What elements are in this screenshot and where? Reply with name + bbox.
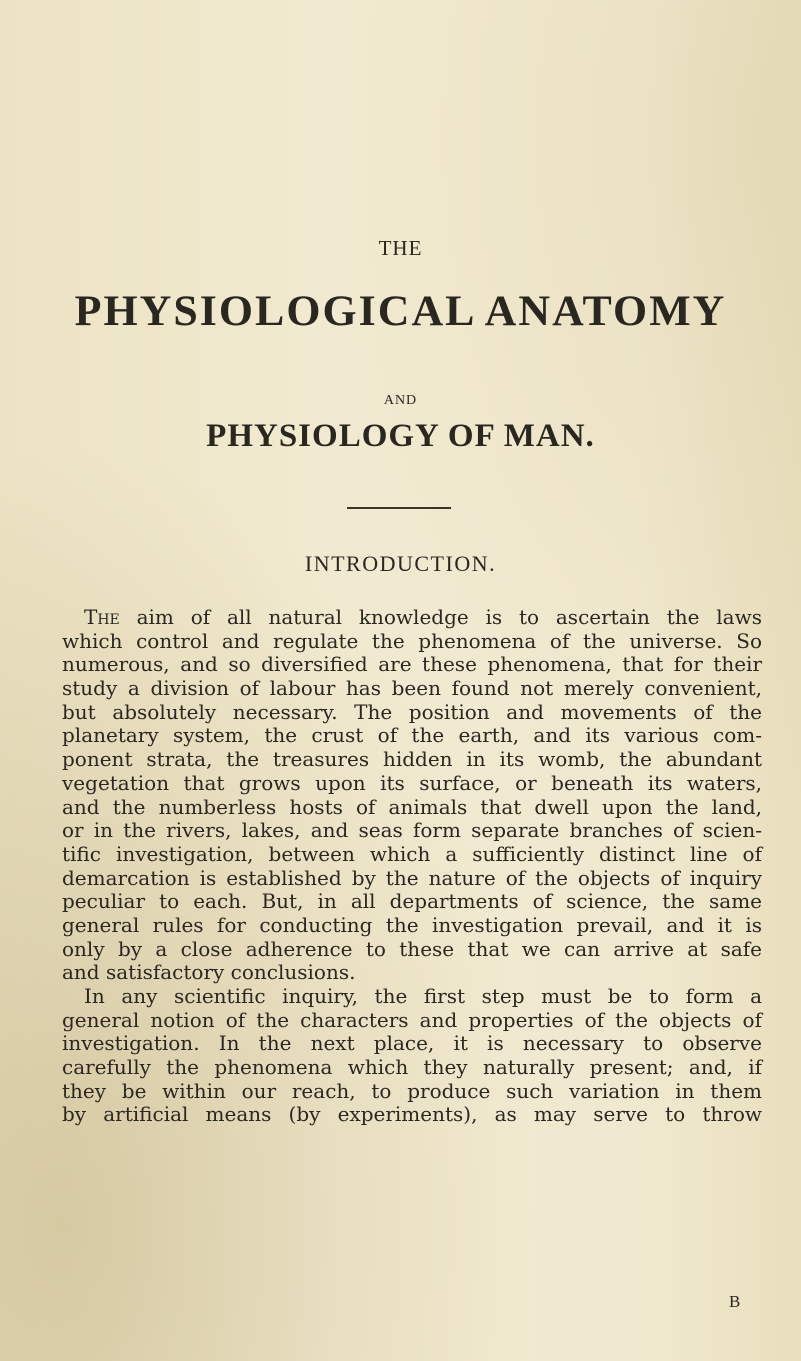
text-line: numerous, and so diversified are these phenomena, that for their xyxy=(62,652,762,677)
title-divider xyxy=(347,507,451,509)
text-line: or in the rivers, lakes, and seas form separate branches of scien- xyxy=(62,818,762,843)
text-line: study a division of labour has been found not merely convenient, xyxy=(62,676,762,701)
text-line: peculiar to each. But, in all departments of science, the same xyxy=(62,889,762,914)
text-line: tific investigation, between which a sufficiently distinct line of xyxy=(62,841,762,866)
section-heading: INTRODUCTION. xyxy=(304,551,497,576)
text-line: general notion of the characters and properties of the objects of xyxy=(62,1007,762,1032)
body-text xyxy=(62,606,762,1127)
text-line: and the numberless hosts of animals that dwell upon the land, xyxy=(62,794,762,819)
text-line: and satisfactory conclusions. xyxy=(62,960,356,985)
text-line: The aim of all natural knowledge is to ascertain the laws xyxy=(84,605,762,629)
text-line: investigation. In the next place, it is necessary to observe xyxy=(62,1031,762,1056)
text-line: vegetation that grows upon its surface, or beneath its waters, xyxy=(62,770,762,795)
text-line: carefully the phenomena which they naturally present; and, if xyxy=(62,1055,762,1080)
book-title: PHYSIOLOGICAL ANATOMY xyxy=(74,288,727,335)
text-line: planetary system, the crust of the earth, and its various com- xyxy=(62,723,762,748)
heading-and: AND xyxy=(383,393,418,408)
signature-mark: B xyxy=(729,1292,741,1311)
book-subtitle: PHYSIOLOGY OF MAN. xyxy=(206,418,595,454)
drop-word: The xyxy=(84,605,120,629)
text-line: which control and regulate the phenomena of the universe. So xyxy=(62,628,762,653)
text-line: by artificial means (by experiments), as may serve to throw xyxy=(62,1102,762,1127)
text-line: they be within our reach, to produce such variation in them xyxy=(62,1078,762,1103)
text-line: ponent strata, the treasures hidden in its womb, the abundant xyxy=(62,747,762,772)
text-line: demarcation is established by the nature of the objects of inquiry xyxy=(62,865,762,890)
heading-the: THE xyxy=(378,236,423,260)
text-line: only by a close adherence to these that we can arrive at safe xyxy=(62,936,762,961)
text-line: but absolutely necessary. The position and movements of the xyxy=(62,699,762,724)
text-line: general rules for conducting the investigation prevail, and it is xyxy=(62,912,762,937)
text-line: In any scientific inquiry, the first step must be to form a xyxy=(84,984,762,1008)
